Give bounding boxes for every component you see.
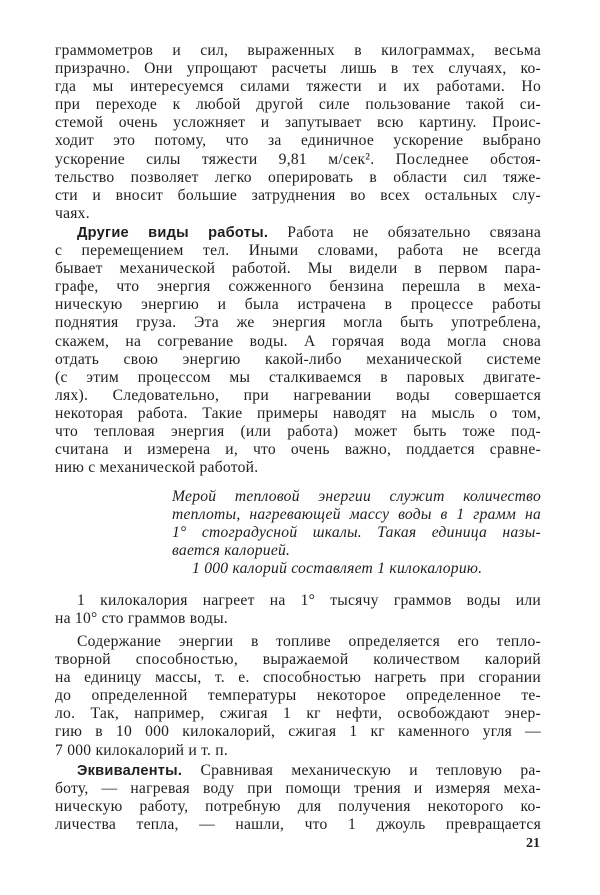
section-heading: Другие виды работы. [77, 225, 269, 241]
text-line: Содержание энергии в топливе определяется его тепло- [77, 633, 541, 650]
text-line: 1 000 калорий составляет 1 килокалорию. [192, 560, 483, 578]
text-line: что тепловая энергия (или работа) может быть тоже под- [55, 423, 541, 441]
text-line: личества тепла, — нашли, что 1 джоуль превращается [55, 816, 541, 834]
text-span: Сравнивая механическую и тепловую ра- [200, 762, 542, 779]
text-line: 1° стоградусной шкалы. Такая единица назы- [172, 524, 541, 542]
text-line: на 10° сто граммов воды. [55, 610, 228, 628]
text-line: скажем, на согревание воды. А горячая вода могла снова [55, 332, 541, 350]
text-line: нию с механической работой. [55, 459, 259, 477]
text-span: Работа не обязательно связана [287, 224, 541, 241]
text-line: Мерой тепловой энергии служит количество [172, 488, 541, 505]
paragraph-gram-meters [55, 42, 541, 223]
text-line: ускорение силы тяжести 9,81 м/сек². Последнее обстоя- [55, 150, 541, 168]
definition-quote [172, 488, 541, 578]
text-line: до определенной температуры некоторое определенное те- [55, 687, 541, 705]
text-line: гда мы интересуемся силами тяжести и их работами. Но [55, 78, 541, 96]
text-line: вается калорией. [172, 542, 291, 560]
text-line: считана и измерена и, что очень важно, поддается сравне- [55, 441, 541, 459]
text-line: 1 килокалория нагреет на 1° тысячу граммов воды или [77, 592, 541, 609]
paragraph-equivalents [55, 762, 541, 834]
text-line: гию в 10 000 килокалорий, сжигая 1 кг каменного угля — [55, 723, 541, 741]
text-line: лях). Следовательно, при нагревании воды совершается [55, 386, 541, 404]
paragraph-fuel-energy [55, 633, 541, 760]
text-line: (с этим процессом мы сталкиваемся в паровых двигате- [55, 368, 541, 386]
text-line: стемой очень усложняет и запутывает всю картину. Проис- [55, 114, 541, 132]
text-line: 7 000 килокалорий и т. п. [55, 741, 229, 759]
text-line: граммометров и сил, выраженных в килограммах, весьма [55, 42, 541, 59]
text-line: ло. Так, например, сжигая 1 кг нефти, освобождают энер- [55, 705, 541, 723]
text-line: с перемещением тел. Иными словами, работа не всегда [55, 242, 541, 260]
text-line: на единицу массы, т. е. способностью нагреть при сгорании [55, 669, 541, 687]
text-line: боту, — нагревая воду при помощи трения и измеряя меха- [55, 780, 541, 798]
text-line: призрачно. Они упрощают расчеты лишь в тех случаях, ко- [55, 60, 541, 78]
text-line: тельство позволяет легко оперировать в области сил тяже- [55, 168, 541, 186]
text-line: бывает механической работой. Мы видели в первом пара- [55, 260, 541, 278]
text-line: ническую энергию и была истрачена в процессе работы [55, 296, 541, 314]
text-line: отдать свою энергию какой-либо механической системе [55, 350, 541, 368]
text-line: поднятия груза. Эта же энергия могла быть употреблена, [55, 314, 541, 332]
section-heading: Эквиваленты. [77, 763, 183, 779]
text-line: ническую работу, потребную для получения некоторого ко- [55, 798, 541, 816]
text-line [55, 224, 541, 242]
text-line: чаях. [55, 204, 90, 222]
paragraph-other-work [55, 224, 541, 477]
text-line: теплоты, нагревающей массу воды в 1 грамм на [172, 506, 541, 524]
text-line: сти и вносит большие затруднения во всех остальных слу- [55, 186, 541, 204]
paragraph-kilocalorie [55, 592, 541, 628]
text-line: творной способностью, выражаемой количеством калорий [55, 651, 541, 669]
text-line: графе, что энергия сожженного бензина перешла в меха- [55, 278, 541, 296]
text-line: при переходе к любой другой силе пользование такой си- [55, 96, 541, 114]
text-line: ходит это потому, что за единичное ускорение выбрано [55, 132, 541, 150]
text-line: некоторая работа. Такие примеры наводят на мысль о том, [55, 404, 541, 422]
page-number: 21 [526, 836, 540, 851]
text-line [55, 762, 541, 780]
